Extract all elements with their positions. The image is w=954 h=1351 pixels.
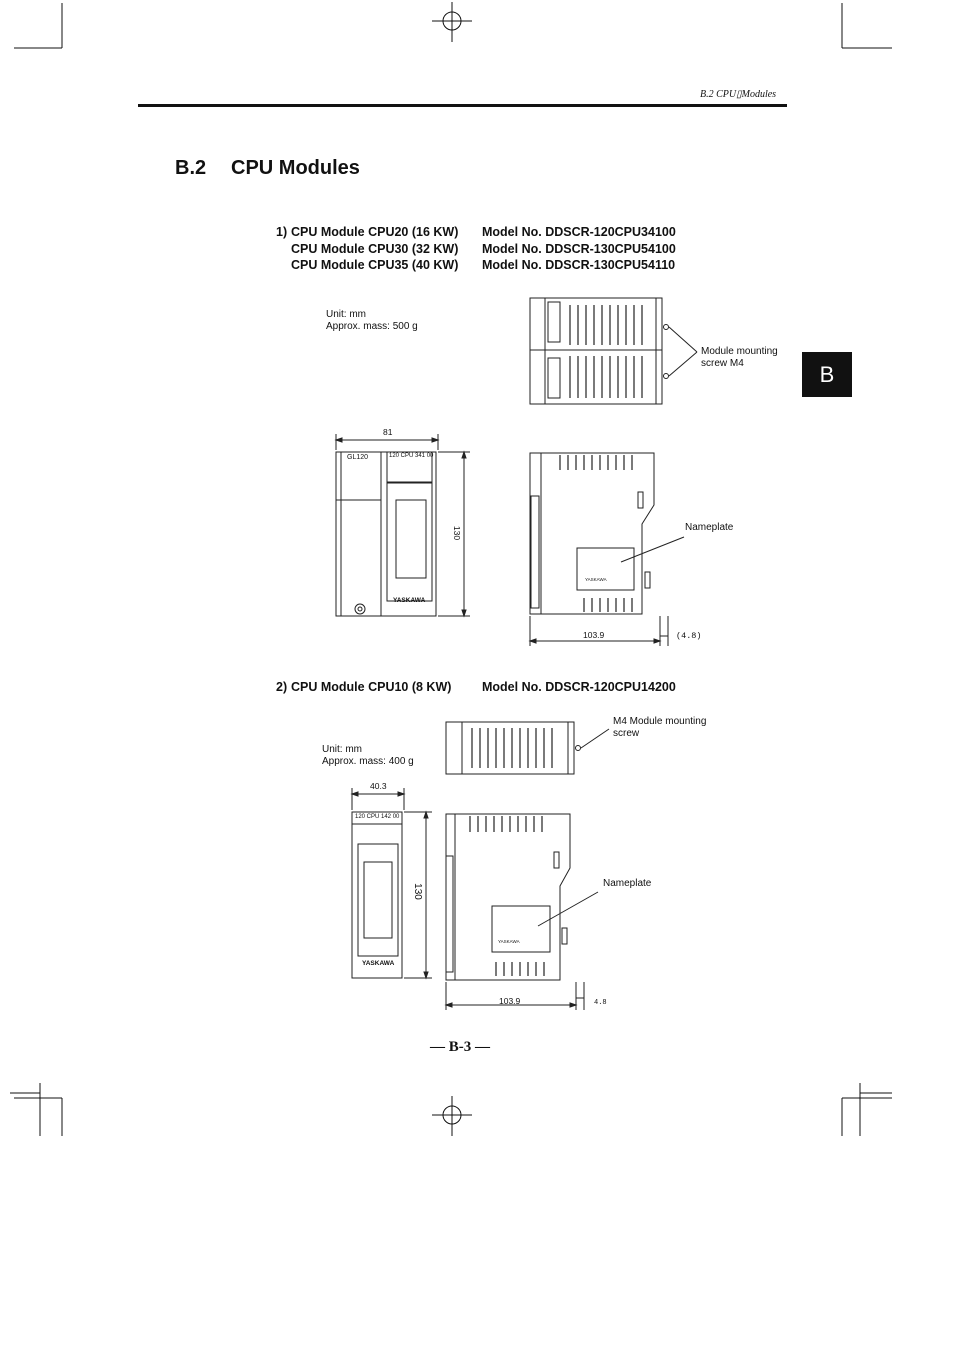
module1-model: Model No. DDSCR-120CPU34100 bbox=[482, 225, 676, 239]
module2-spec-row bbox=[276, 680, 696, 696]
module1-panel-brand: GL120 bbox=[347, 454, 369, 461]
module1-notes bbox=[326, 309, 418, 333]
module1-nameplate-label: Nameplate bbox=[685, 522, 734, 533]
module2-nameplate-maker: YASKAWA bbox=[498, 939, 520, 944]
registration-target-top bbox=[432, 2, 472, 42]
module2-item-number: 2) bbox=[276, 680, 288, 694]
module1-spec-row-2 bbox=[276, 242, 696, 258]
registration-target-bottom bbox=[432, 1096, 472, 1136]
section-number: B.2 bbox=[175, 157, 207, 179]
module1-nameplate-maker: YASKAWA bbox=[585, 577, 607, 582]
module2-dim-width: 40.3 bbox=[370, 781, 387, 791]
module2-dim-height: 130 bbox=[411, 883, 423, 900]
module1-model: Model No. DDSCR-130CPU54100 bbox=[482, 242, 676, 256]
module2-top-view bbox=[446, 722, 609, 774]
module2-nameplate-label: Nameplate bbox=[603, 878, 652, 889]
module2-notes bbox=[322, 744, 414, 768]
module1-panel-maker: YASKAWA bbox=[393, 597, 426, 604]
module2-name: CPU Module CPU10 (8 KW) bbox=[291, 680, 452, 694]
module1-name: CPU Module CPU35 (40 KW) bbox=[291, 258, 459, 272]
section-name: CPU Modules bbox=[231, 157, 360, 179]
module1-mass: Approx. mass: 500 g bbox=[326, 321, 418, 332]
module2-panel-code: 120 CPU 142 00 bbox=[355, 814, 400, 820]
running-header: B.2 CPU▯Modules bbox=[700, 89, 777, 100]
module2-model: Model No. DDSCR-120CPU14200 bbox=[482, 680, 676, 694]
module1-side-view bbox=[530, 453, 684, 646]
module2-screw-label: M4 Module mounting screw bbox=[613, 716, 707, 739]
chapter-tab: B bbox=[802, 352, 852, 397]
module2-dim-offset: 4.8 bbox=[594, 999, 607, 1007]
module2-mass: Approx. mass: 400 g bbox=[322, 756, 414, 767]
module1-panel-code: 120 CPU 341 00 bbox=[389, 453, 434, 459]
module1-unit: Unit: mm bbox=[326, 309, 366, 320]
module1-front-view bbox=[336, 434, 470, 616]
module2-panel-maker: YASKAWA bbox=[362, 960, 395, 967]
module1-dim-width: 81 bbox=[383, 427, 393, 437]
module1-screw-label: Module mounting screw M4 bbox=[701, 346, 778, 369]
header-rule bbox=[138, 104, 787, 107]
crop-marks bbox=[10, 3, 892, 1136]
module2-side-view bbox=[446, 814, 598, 1010]
page-number: — B-3 — bbox=[430, 1039, 490, 1055]
module1-dim-depth: 103.9 bbox=[583, 630, 605, 640]
module1-model: Model No. DDSCR-130CPU54110 bbox=[482, 258, 676, 272]
module1-name: CPU Module CPU20 (16 KW) bbox=[291, 225, 459, 239]
module1-item-number: 1) bbox=[276, 225, 288, 239]
module1-top-view bbox=[530, 298, 697, 404]
module1-dim-height: 130 bbox=[452, 525, 463, 541]
module2-dim-depth: 103.9 bbox=[499, 996, 521, 1006]
section-title bbox=[175, 157, 360, 180]
module1-spec-row-1 bbox=[276, 225, 696, 241]
module1-dim-offset: (4.8) bbox=[676, 631, 702, 641]
module2-unit: Unit: mm bbox=[322, 744, 362, 755]
module1-name: CPU Module CPU30 (32 KW) bbox=[291, 242, 459, 256]
module1-spec-row-3 bbox=[276, 258, 696, 274]
